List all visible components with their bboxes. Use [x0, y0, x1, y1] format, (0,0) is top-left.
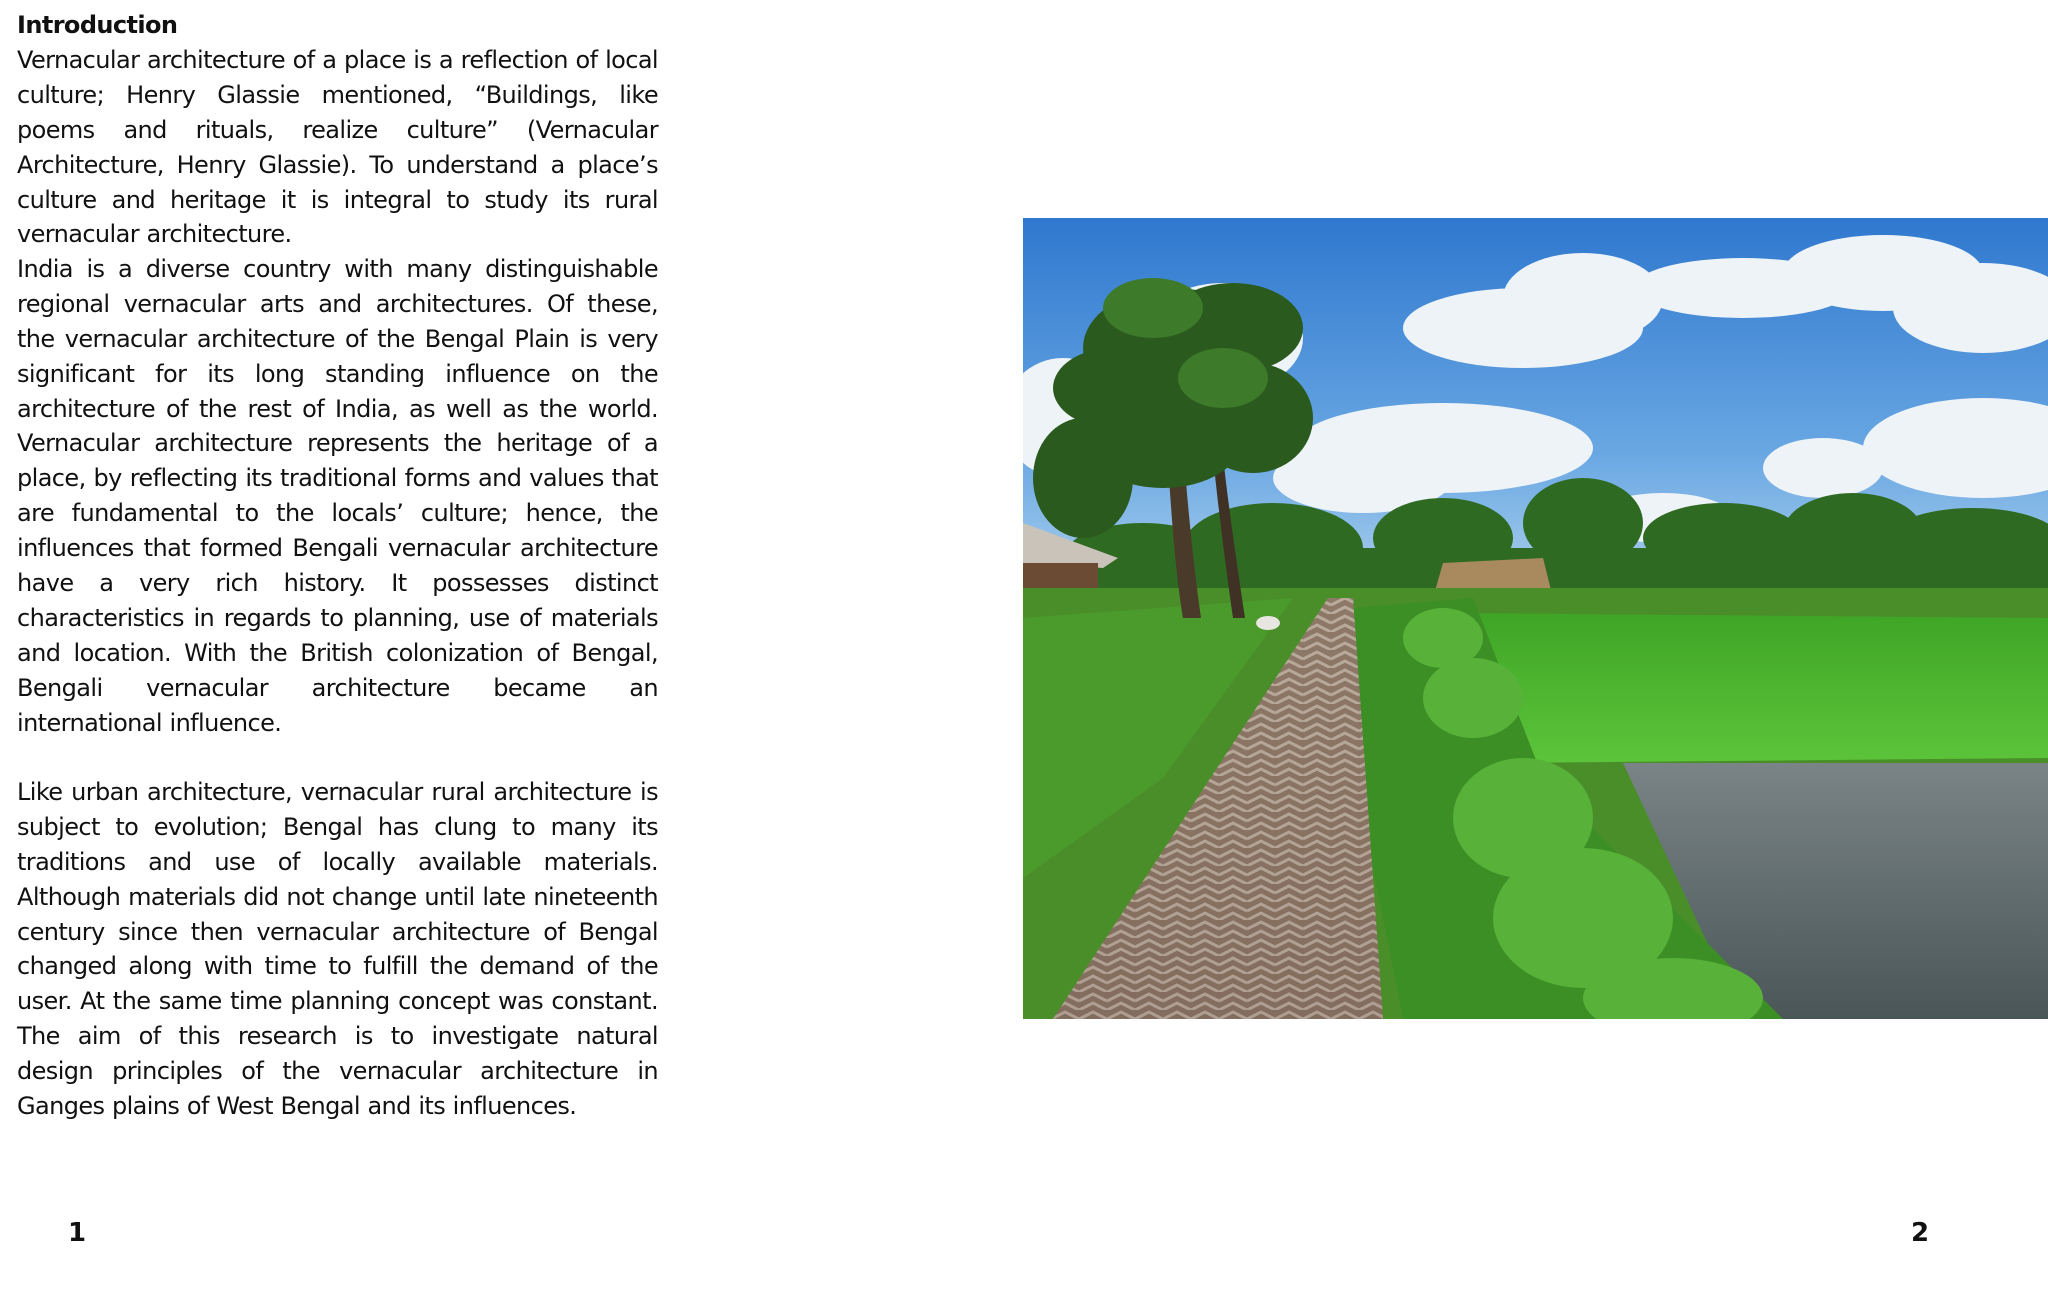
page-number-right: 2 — [1911, 1218, 1930, 1248]
paragraph-1: Vernacular architecture of a place is a reflection of local culture; Henry Glassie mentioned, “Buildings, like poems and rituals, realize culture” (Vernacular Architecture, Henry Glassie). To understand a place’s culture and heritage it is integral to study its rural vernacular architecture. — [17, 45, 658, 249]
page-number-left: 1 — [68, 1218, 87, 1248]
section-heading: Introduction — [17, 11, 178, 39]
village-path-illustration — [1023, 218, 2048, 1019]
paragraph-3: Like urban architecture, vernacular rural architecture is subject to evolution; Bengal has clung to many its traditions and use of locally available materials. Although materials did not change until late nineteenth century since then vernacular architecture of Bengal changed along with time to fulfill the demand of the user. At the same time planning concept was constant. The aim of this research is to investigate natural design principles of the vernacular architecture in Ganges plains of West Bengal and its influences. — [17, 777, 658, 1121]
left-page-text — [17, 8, 658, 1124]
path-object — [1256, 616, 1280, 630]
paragraph-2: India is a diverse country with many distinguishable regional vernacular arts and architectures. Of these, the vernacular architecture of the Bengal Plain is very significant for its long standing influence on the architecture of the rest of India, as well as the world. Vernacular architecture represents the heritage of a place, by reflecting its traditional forms and values that are fundamental to the locals’ culture; hence, the influences that formed Bengali vernacular architecture have a very rich history. It possesses distinct characteristics in regards to planning, use of materials and location. With the British colonization of Bengal, Bengali vernacular architecture became an international influence. — [17, 254, 658, 737]
village-path-photo — [1023, 218, 2048, 1019]
rice-field — [1443, 613, 2048, 763]
